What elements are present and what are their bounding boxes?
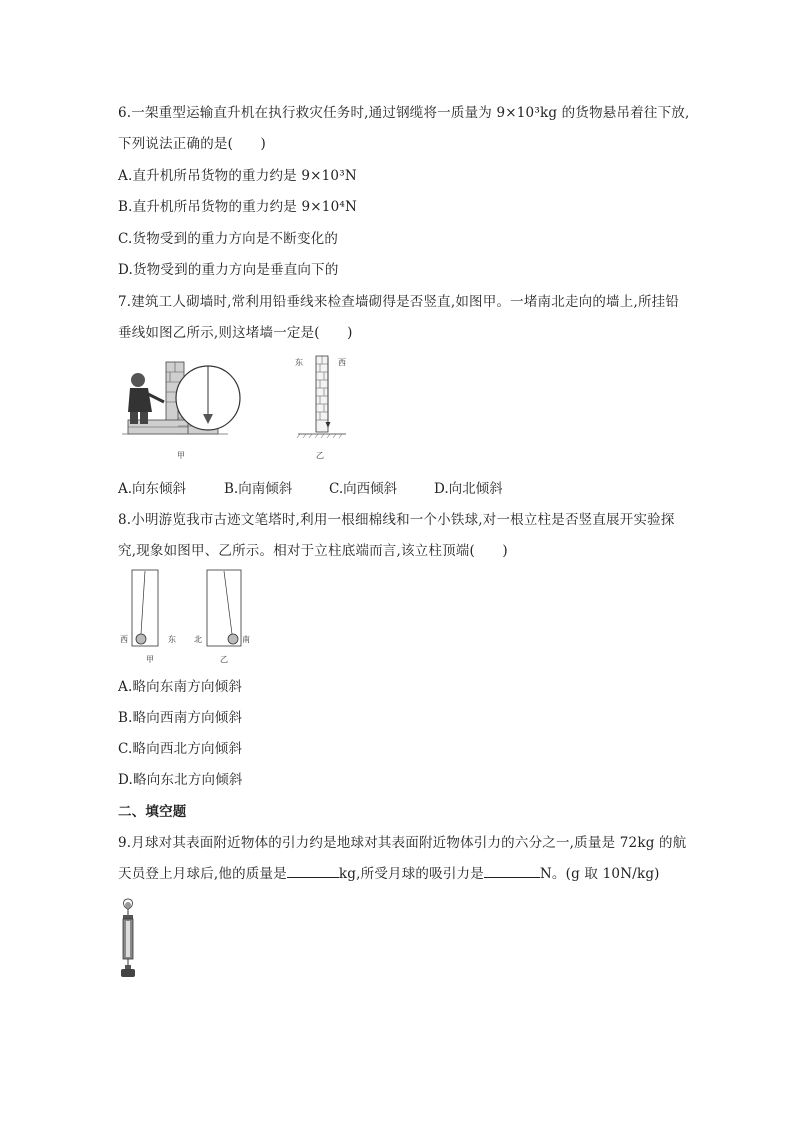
- q7-option-b: B.向南倾斜: [224, 481, 293, 497]
- q9-line2-part1: 天员登上月球后,他的质量是: [118, 866, 287, 882]
- q6-option-a: A.直升机所吊货物的重力约是 9×10³N: [118, 168, 357, 184]
- q6-line1: 6.一架重型运输直升机在执行救灾任务时,通过钢缆将一质量为 9×10³kg 的货物悬吊着往下放,: [118, 105, 690, 121]
- q8-fig-yi-north: 北: [194, 635, 202, 644]
- q8-line1: 8.小明游览我市古迹文笔塔时,利用一根细棉线和一个小铁球,对一根立柱是否竖直展开实验探: [118, 512, 675, 528]
- q8-line2: 究,现象如图甲、乙所示。相对于立柱底端而言,该立柱顶端( ): [118, 543, 508, 559]
- q7-option-a: A.向东倾斜: [118, 481, 187, 497]
- q6-option-c: C.货物受到的重力方向是不断变化的: [118, 231, 339, 247]
- q8-option-d: D.略向东北方向倾斜: [118, 772, 243, 788]
- q9-blank-mass[interactable]: [287, 876, 339, 878]
- q8-fig-yi-south: 南: [242, 635, 250, 644]
- q9-blank-force[interactable]: [484, 876, 540, 878]
- q6-option-b: B.直升机所吊货物的重力约是 9×10⁴N: [118, 199, 358, 215]
- q8-fig-jia-west: 西: [120, 635, 128, 644]
- q9-line2-part2: kg,所受月球的吸引力是: [338, 866, 484, 882]
- q7-option-c: C.向西倾斜: [329, 481, 398, 497]
- q7-figure-yi-east-label: 东: [295, 358, 303, 367]
- q9-line1: 9.月球对其表面附近物体的引力约是地球对其表面附近物体引力的六分之一,质量是 72kg 的航: [118, 835, 687, 851]
- q8-option-b: B.略向西南方向倾斜: [118, 710, 243, 726]
- q8-fig-yi-label: 乙: [220, 655, 228, 664]
- q7-figure-yi-label: 乙: [316, 451, 324, 460]
- q8-pillar-yi: [205, 568, 245, 648]
- spring-scale-figure: [116, 897, 140, 981]
- q6-option-d: D.货物受到的重力方向是垂直向下的: [118, 262, 339, 278]
- spring-scale-icon: [116, 897, 140, 981]
- q7-option-d: D.向北倾斜: [434, 481, 503, 497]
- q8-option-c: C.略向西北方向倾斜: [118, 741, 243, 757]
- q7-figure-jia-label: 甲: [177, 451, 185, 460]
- q8-fig-jia-east: 东: [168, 635, 176, 644]
- q6-line2: 下列说法正确的是( ): [118, 136, 266, 152]
- q7-figure-jia: [118, 350, 243, 460]
- q8-option-a: A.略向东南方向倾斜: [118, 679, 243, 695]
- section-title-fill-in: 二、填空题: [118, 804, 187, 820]
- q7-options-row: [118, 477, 618, 495]
- q7-line2: 垂线如图乙所示,则这堵墙一定是( ): [118, 325, 353, 341]
- pillar-plumb-diagram-jia: [130, 568, 160, 648]
- q8-pillar-jia: [130, 568, 160, 648]
- q9-line2: [118, 862, 660, 882]
- q8-fig-jia-label: 甲: [146, 655, 154, 664]
- q9-line2-part3: N。(g 取 10N/kg): [539, 866, 660, 882]
- q7-line1: 7.建筑工人砌墙时,常利用铅垂线来检查墙砌得是否竖直,如图甲。一堵南北走向的墙上,所挂铅: [118, 294, 680, 310]
- pillar-plumb-diagram-yi: [205, 568, 245, 648]
- q7-figure-yi-west-label: 西: [338, 358, 346, 367]
- bricklayer-illustration: [118, 350, 243, 460]
